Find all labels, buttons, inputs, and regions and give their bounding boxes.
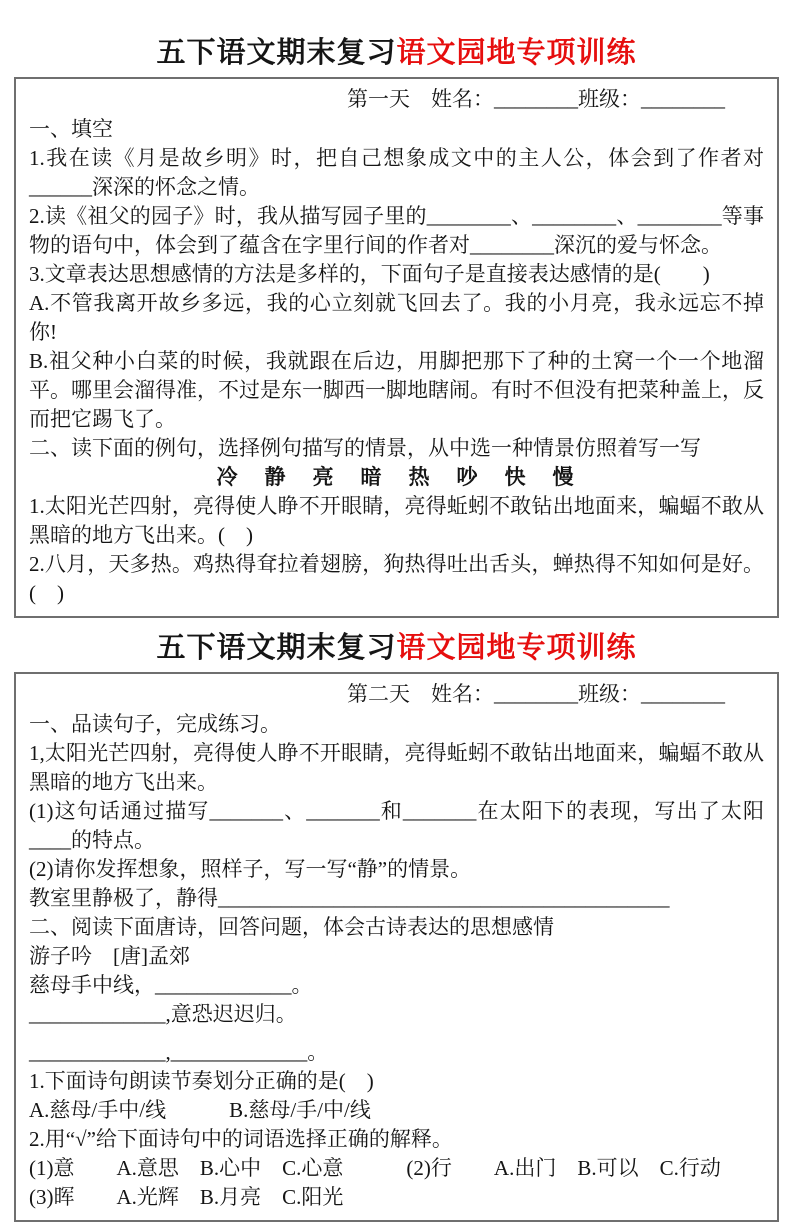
text-line: (3)晖 A.光辉 B.月亮 C.阳光 — [29, 1185, 344, 1209]
text-line: 1.下面诗句朗读节奏划分正确的是( ) — [29, 1069, 374, 1093]
text-line: 1.太阳光芒四射，亮得使人睁不开眼睛，亮得蚯蚓不敢钻出地面来，蝙蝠不敢从黑暗的地方飞出来。( ) — [29, 494, 764, 547]
text-line: 慈母手中线，_____________。 — [29, 973, 313, 997]
text-line: (1)这句话通过描写_______、_______和_______在太阳下的表现，写出了太阳____的特点。 — [29, 799, 764, 852]
worksheet-title — [0, 631, 793, 665]
text-line: 2.八月，天多热。鸡热得耷拉着翅膀，狗热得吐出舌头，蝉热得不知如何是好。( ) — [29, 552, 764, 605]
text-line: 教室里静极了，静得___________________________________________ — [29, 886, 670, 910]
day-2-section — [0, 631, 793, 1222]
text-line: B.祖父种小白菜的时候，我就跟在后边，用脚把那下了种的土窝一个一个地溜平。哪里会溜得准，不过是东一脚西一脚地瞎闹。有时不但没有把菜种盖上，反而把它踢飞了。 — [29, 349, 764, 431]
day-1-section — [0, 36, 793, 618]
text-line: 二、读下面的例句，选择例句描写的情景，从中选一种情景仿照着写一写 — [29, 436, 701, 460]
text-line: 2.读《祖父的园子》时，我从描写园子里的________、________、________等事物的语句中，体会到了蕴含在字里行间的作者对________深沉的爱与怀念。 — [29, 204, 764, 257]
text-line: _____________,_____________。 — [29, 1040, 329, 1064]
text-line: A.慈母/手中/线 B.慈母/手/中/线 — [29, 1098, 371, 1122]
text-line: 冷 静 亮 暗 热 吵 快 慢 — [216, 465, 577, 489]
text-line: A.不管我离开故乡多远，我的心立刻就飞回去了。我的小月亮，我永远忘不掉你! — [29, 291, 764, 344]
text-line: 二、阅读下面唐诗，回答问题，体会古诗表达的思想感情 — [29, 915, 554, 939]
text-line: _____________,意恐迟迟归。 — [29, 1002, 297, 1026]
text-line: (1)意 A.意思 B.心中 C.心意 (2)行 A.出门 B.可以 C.行动 — [29, 1156, 721, 1180]
day-name-class-line: 第二天 姓名：________班级：________ — [347, 682, 725, 706]
text-line: 2.用“√”给下面诗句中的词语选择正确的解释。 — [29, 1127, 453, 1151]
title-highlight: 语文园地专项训练 — [396, 632, 637, 664]
text-line: 1,太阳光芒四射，亮得使人睁不开眼睛，亮得蚯蚓不敢钻出地面来，蝙蝠不敢从黑暗的地方飞出来。 — [29, 741, 764, 794]
text-line: (2)请你发挥想象，照样子，写一写“静”的情景。 — [29, 857, 472, 881]
day-2-lines — [29, 710, 764, 1212]
text-line: 一、填空 — [29, 117, 113, 141]
day-name-class-line: 第一天 姓名：________班级：________ — [347, 87, 725, 111]
worksheet-title — [0, 36, 793, 70]
text-line: 游子吟 [唐]孟郊 — [29, 944, 190, 968]
text-line: 1.我在读《月是故乡明》时，把自己想象成文中的主人公，体会到了作者对______深深的怀念之情。 — [29, 146, 764, 199]
title-prefix: 五下语文期末复习 — [156, 632, 397, 664]
text-line: 一、品读句子，完成练习。 — [29, 712, 281, 736]
day-1-lines — [29, 115, 764, 608]
day-1-card — [14, 77, 779, 618]
title-highlight: 语文园地专项训练 — [396, 37, 637, 69]
day-2-card — [14, 672, 779, 1222]
text-line: 3.文章表达思想感情的方法是多样的，下面句子是直接表达感情的是( ) — [29, 262, 710, 286]
title-prefix: 五下语文期末复习 — [156, 37, 397, 69]
